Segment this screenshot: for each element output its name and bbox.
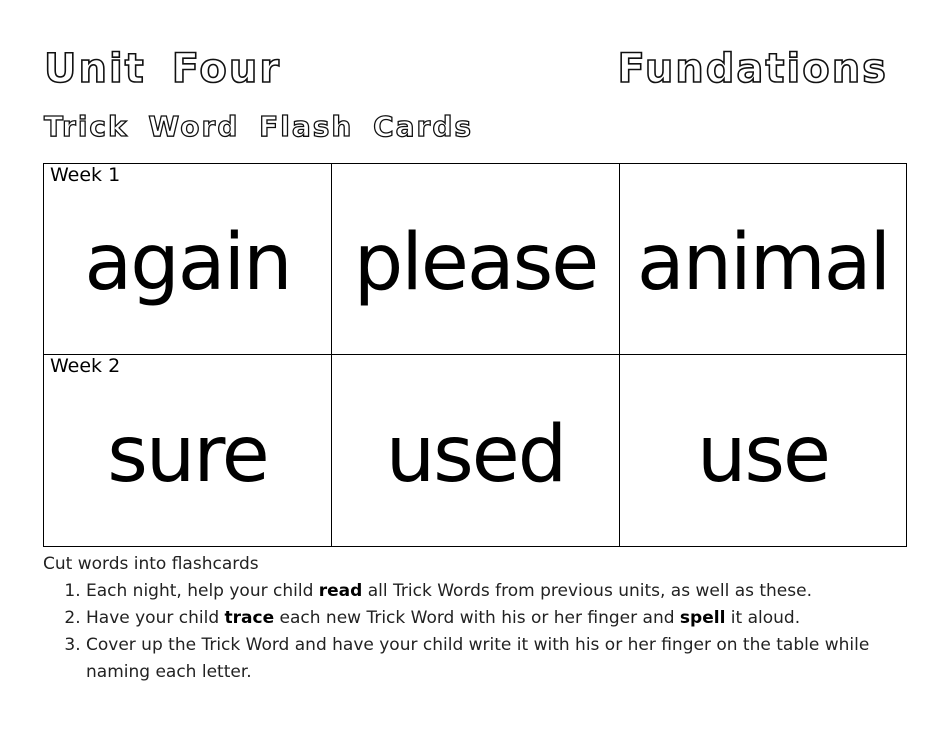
instruction-list	[43, 578, 903, 686]
flashcard	[44, 164, 332, 355]
instruction-text: Have your child	[86, 608, 225, 628]
flashcard	[620, 164, 906, 355]
trick-word: use	[696, 409, 830, 500]
week-label: Week 1	[50, 164, 121, 186]
week-label: Week 2	[50, 355, 121, 377]
program-title: Fundations	[617, 46, 888, 92]
trick-word: please	[353, 218, 598, 308]
instruction-emphasis: read	[318, 581, 363, 601]
page-subtitle: Trick Word Flash Cards	[44, 110, 474, 143]
trick-word: animal	[636, 218, 890, 308]
instruction-item	[86, 578, 903, 605]
flashcard	[332, 164, 620, 355]
instruction-text: Cover up the Trick Word and have your child write it with his or her finger on the table while naming each letter.	[86, 635, 870, 682]
instructions	[43, 551, 903, 686]
trick-word: sure	[107, 409, 268, 500]
instruction-item	[86, 632, 903, 686]
instruction-text: each new Trick Word with his or her finger and	[274, 608, 680, 628]
flashcard	[332, 355, 620, 546]
cut-instruction: Cut words into flashcards	[43, 554, 259, 574]
flashcard-grid	[43, 163, 907, 547]
trick-word: again	[84, 218, 291, 308]
instruction-text: it aloud.	[725, 608, 801, 628]
instruction-emphasis: trace	[224, 608, 275, 628]
instruction-item	[86, 605, 903, 632]
trick-word: used	[385, 409, 566, 500]
instruction-emphasis: spell	[679, 608, 726, 628]
flashcard	[44, 355, 332, 546]
flashcard	[620, 355, 906, 546]
instruction-text: all Trick Words from previous units, as well as these.	[362, 581, 812, 601]
unit-title: Unit Four	[44, 46, 282, 92]
instruction-text: Each night, help your child	[86, 581, 319, 601]
